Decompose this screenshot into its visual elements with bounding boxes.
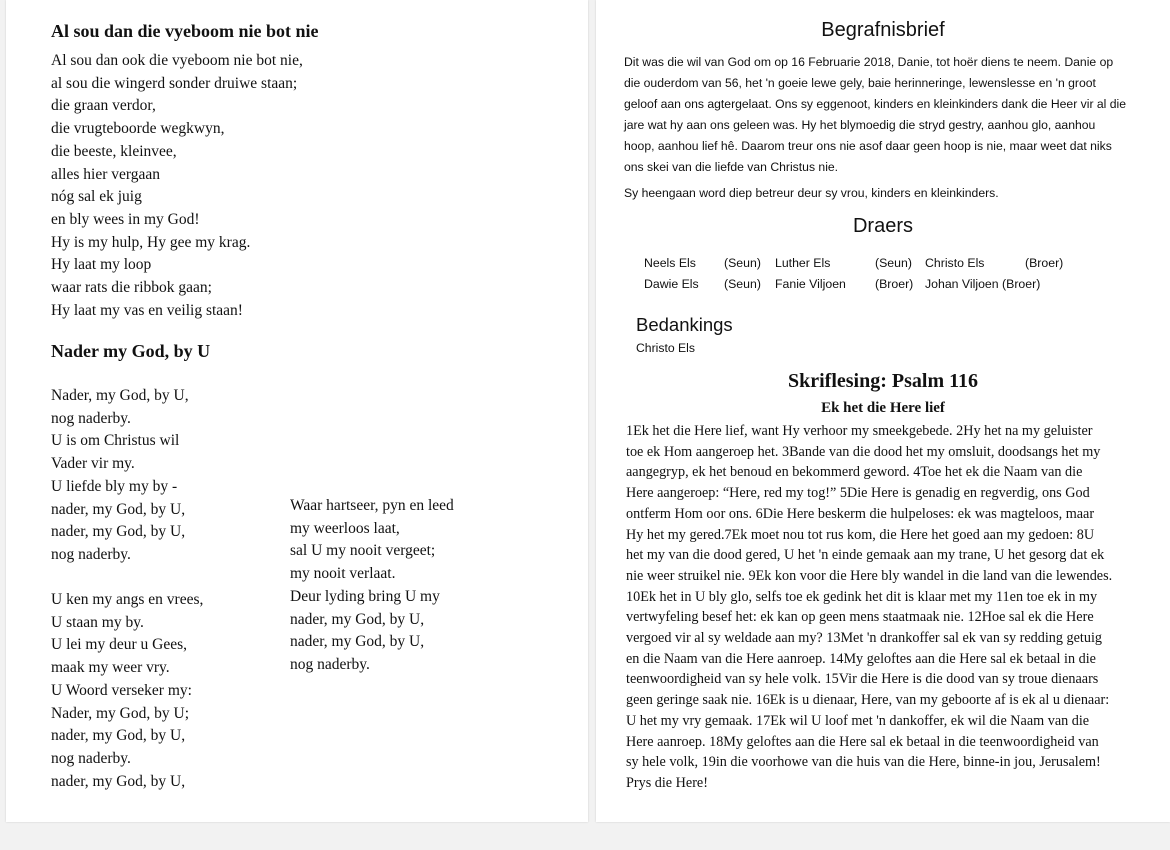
reading-line: sy hele volk, 19in die voorhowe van die huis van die Here, binne-in jou, Jerusalem! [626, 754, 1101, 771]
letter-line: hoop, aanhou lief hê. Daarom treur ons nie asof daar geen hoop is nie, maar weet dat niks [624, 139, 1112, 153]
hymn-line: nóg sal ek juig [51, 188, 142, 206]
reading-line: Here aangeroep: “Here, red my tog!” 5Die Here is genadig en regverdig, ons God [626, 485, 1090, 502]
hymn-line: maak my weer vry. [51, 659, 170, 677]
reading-line: U het my vry gemaak. 17Ek wil U loof met 'n dankoffer, ek wil die Naam van die [626, 712, 1090, 729]
hymn-line: nader, my God, by U, [51, 772, 186, 790]
hymn-line: Deur lyding bring U my [290, 587, 440, 605]
bearer-relation [1025, 274, 1085, 295]
bearer-name: Neels Els [644, 256, 696, 270]
reading-line: 1Ek het die Here lief, want Hy verhoor my smeekgebede. 2Hy het na my geluister [626, 423, 1093, 439]
hymn1-title: Al sou dan die vyeboom nie bot nie [51, 21, 319, 41]
hymn-line: nader, my God, by U, [51, 727, 186, 745]
bearer-name: Dawie Els [644, 277, 699, 291]
reading-text [626, 421, 1151, 794]
reading-line: aangegryp, ek het benoud en bekommerd geword. 4Toe het ek die Naam van die [626, 464, 1083, 481]
bearer-relation: (Seun) [875, 256, 912, 270]
hymn-line: nog naderby. [51, 545, 131, 563]
hymn-line: my weerloos laat, [290, 519, 400, 537]
letter-line: ons skei van die liefde van Christus nie. [624, 160, 839, 174]
reading-subtitle: Ek het die Here lief [821, 400, 945, 416]
letter-line: geloof aan ons agtergelaat. Ons sy eggenoot, kinders en kleinkinders dank die Heer vir al die [624, 97, 1127, 111]
bearer-row [644, 274, 1085, 295]
bearer-relation: (Seun) [724, 256, 761, 270]
reading-line: 10Ek het in U bly glo, selfs toe ek gedink het dit is klaar met my 11en toe ek in my [626, 588, 1098, 605]
reading-line: het my van die dood gered, U het 'n einde gemaak aan my trane, U het gesorg dat ek [626, 547, 1105, 564]
left-page [6, 0, 588, 822]
reading-line: teenwoordigheid van sy hele volk. 15Vir die Here is die dood van sy troue dienaars [626, 671, 1099, 688]
hymn-line: Hy is my hulp, Hy gee my krag. [51, 233, 251, 251]
bearers-table [644, 253, 1085, 295]
hymn-line: Hy laat my vas en veilig staan! [51, 301, 243, 319]
reading-title: Skriflesing: Psalm 116 [787, 370, 978, 392]
hymn-line: alles hier vergaan [51, 165, 161, 183]
hymn-line: die beeste, kleinvee, [51, 142, 177, 160]
hymn-line: Nader, my God, by U; [51, 704, 189, 722]
thanks-title: Bedankings [636, 314, 733, 335]
letter-line: jare wat hy aan ons geleen was. Hy het blymoedig die stryd gestry, aanhou glo, aanhou [624, 118, 1096, 132]
hymn2-verse2 [51, 589, 203, 793]
hymn-line: U staan my by. [51, 613, 144, 631]
bearer-name: Christo Els [925, 256, 985, 270]
hymn-line: nog naderby. [51, 409, 131, 427]
hymn-line: die vrugteboorde wegkwyn, [51, 120, 225, 138]
hymn-line: nog naderby. [51, 749, 131, 767]
hymn-line: Al sou dan ook die vyeboom nie bot nie, [51, 52, 303, 69]
letter-line: Dit was die wil van God om op 16 Februarie 2018, Danie, tot hoër diens te neem. Danie op [624, 55, 1114, 69]
hymn-line: waar rats die ribbok gaan; [51, 279, 212, 297]
hymn-line: nader, my God, by U, [51, 500, 186, 518]
reading-line: ontferm Hom oor ons. 6Die Here beskerm die hulpeloses: ek was magteloos, maar [626, 505, 1095, 522]
reading-line: Here aanroep. 18My geloftes aan die Here sal ek betaal in die teenwoordigheid van [626, 733, 1099, 750]
hymn-line: Hy laat my loop [51, 256, 152, 274]
bearer-name: Luther Els [775, 256, 831, 270]
hymn-line: die graan verdor, [51, 97, 156, 115]
letter-line: die ouderdom van 56, het 'n goeie lewe gely, baie herinneringe, lewenslesse en 'n groot [624, 76, 1096, 90]
bearer-relation: (Seun) [724, 277, 761, 291]
reading-line: vertwyfeling besef het: ek kan op geen mens staatmaak nie. 12Hoe sal ek die Here [626, 609, 1094, 626]
reading-line: Prys die Here! [626, 774, 708, 791]
reading-line: en die Naam van die Here aanroep. 14My geloftes aan die Here sal ek betaal in die [626, 650, 1096, 667]
reading-line: geen geringe saak nie. 16Ek is u dienaar, Here, van my geboorte af is ek al u dienaar: [626, 692, 1110, 709]
hymn-line: U lei my deur u Gees, [51, 636, 188, 654]
hymn-line: U Woord verseker my: [51, 681, 192, 699]
hymn-line: nog naderby. [290, 655, 370, 673]
reading-line: Hy het my gered.7Ek moet nou tot rus kom, die Here het goed aan my gedoen: 8U [626, 526, 1095, 543]
reading-line: vergoed vir al sy weldade aan my? 13Met 'n drankoffer sal ek van sy redding getuig [626, 630, 1102, 647]
hymn-line: Nader, my God, by U, [51, 387, 189, 404]
bearers-title: Draers [852, 215, 913, 237]
thanks-name: Christo Els [636, 341, 695, 355]
hymn-line: U ken my angs en vrees, [51, 591, 204, 608]
mourned-line: Sy heengaan word diep betreur deur sy vrou, kinders en kleinkinders. [624, 186, 999, 200]
hymn-line: nader, my God, by U, [290, 633, 425, 651]
hymn-line: my nooit verlaat. [290, 565, 396, 583]
reading-line: nie weer struikel nie. 9Ek kon voor die Here bly wandel in die land van die lewendes. [626, 567, 1113, 584]
bearer-name: Johan Viljoen (Broer) [925, 277, 1041, 291]
reading-line: toe ek Hom aangeroep het. 3Bande van die dood het my omsluit, doodsangs het my [626, 443, 1101, 460]
hymn-line: sal U my nooit vergeet; [290, 542, 436, 560]
hymn-line: nader, my God, by U, [290, 610, 425, 628]
hymn2-verse3 [290, 495, 454, 677]
hymn-line: U is om Christus wil [51, 432, 180, 450]
bearer-relation: (Broer) [875, 277, 914, 291]
hymn-line: nader, my God, by U, [51, 523, 186, 541]
hymn-line: U liefde bly my by - [51, 477, 178, 495]
bearer-name: Fanie Viljoen [775, 277, 846, 291]
bearer-relation: (Broer) [1025, 256, 1064, 270]
bearer-row [644, 253, 1085, 274]
hymn1-lines [51, 50, 303, 322]
hymn2-title: Nader my God, by U [51, 341, 211, 361]
hymn2-verse1 [51, 385, 189, 567]
hymn-line: en bly wees in my God! [51, 210, 200, 228]
hymn-line: Vader vir my. [51, 455, 135, 473]
letter-title: Begrafnisbrief [821, 19, 945, 41]
hymn-line: Waar hartseer, pyn en leed [290, 497, 454, 514]
hymn-line: al sou die wingerd sonder druiwe staan; [51, 74, 298, 92]
letter-body [624, 52, 1159, 178]
right-page [596, 0, 1170, 822]
